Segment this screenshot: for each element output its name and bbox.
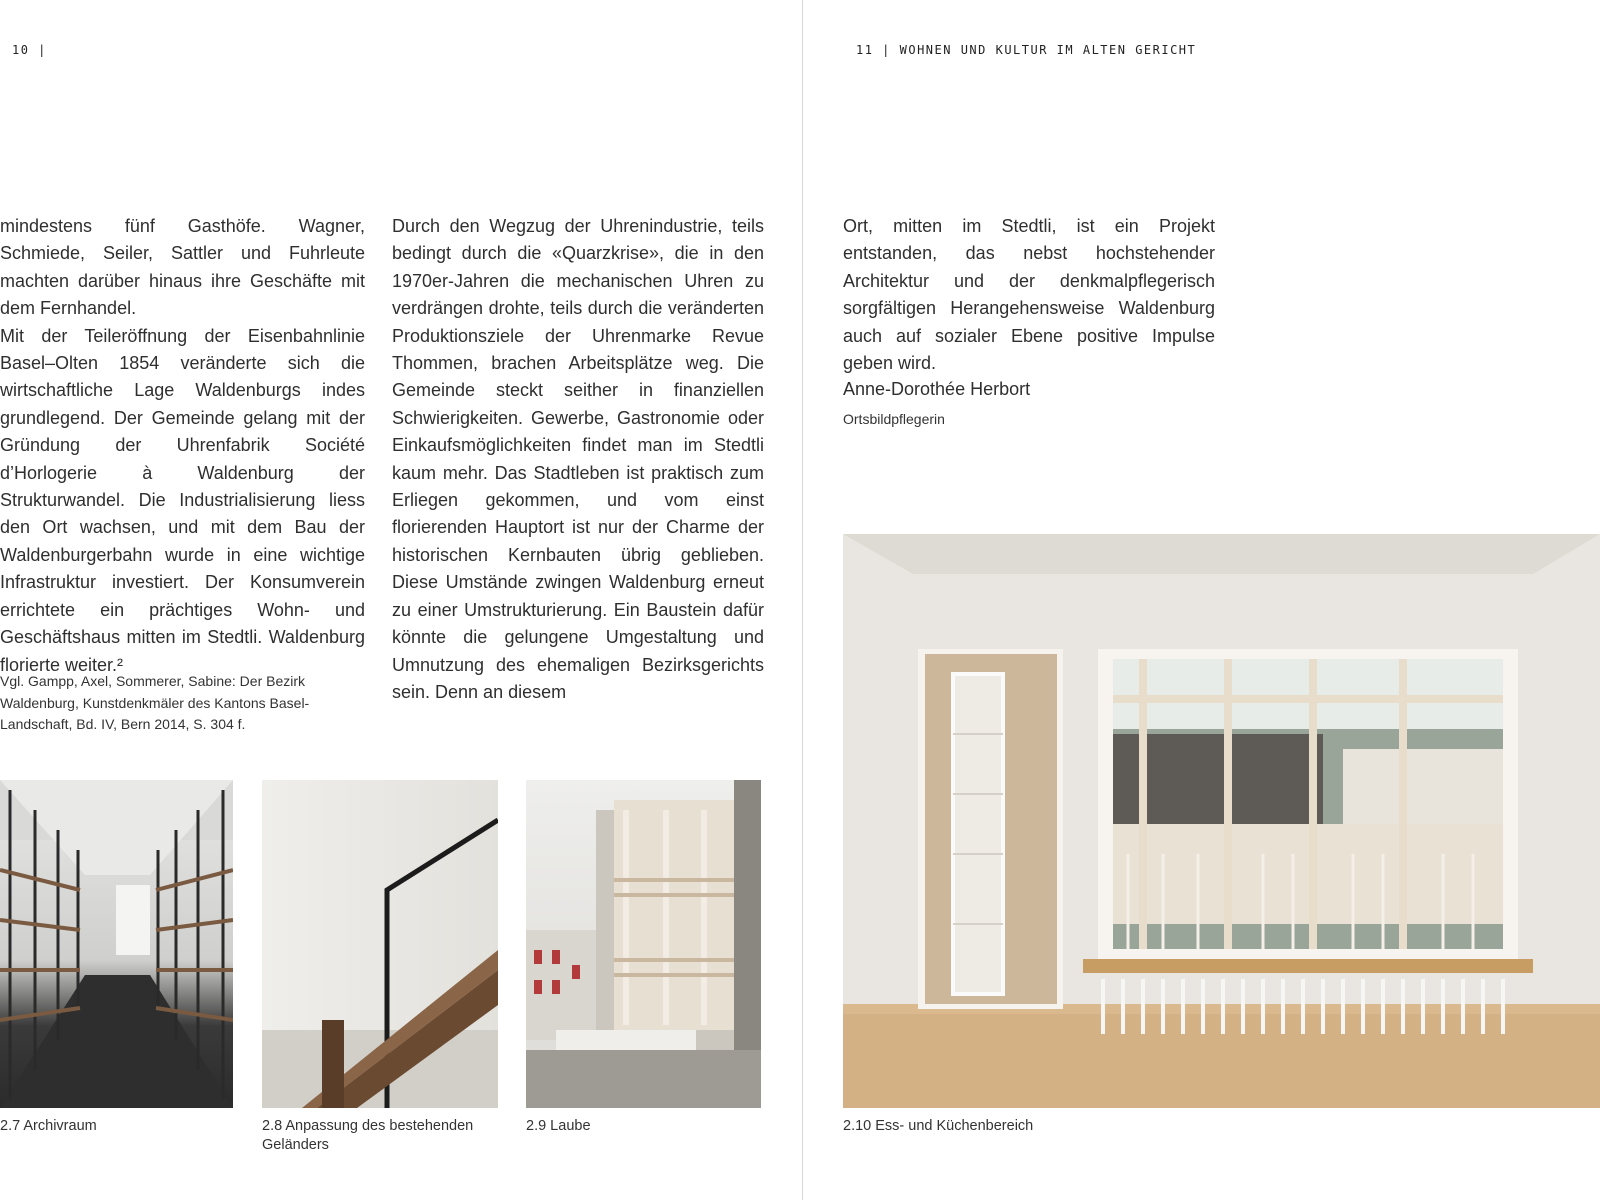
photo-railing (262, 780, 498, 1108)
text-column-1 (0, 213, 365, 679)
running-head-left: 10 | (12, 43, 47, 57)
page-gutter (802, 0, 803, 1200)
text-column-3 (843, 213, 1215, 377)
photo-laube (526, 780, 761, 1108)
railing-illustration (262, 780, 498, 1108)
caption-railing: 2.8 Anpassung des bestehenden Geländers (262, 1118, 474, 1153)
author-name: Anne-Dorothée Herbort (843, 379, 1031, 399)
photo-dining-kitchen (843, 534, 1600, 1108)
laube-illustration (526, 780, 761, 1108)
paragraph: Ort, mitten im Stedtli, ist ein Projekt entstanden, das nebst hochstehender Architektur und der denkmalpflegerisch sorgfältigen Herangehensweise Waldenburg auch auf sozialer Ebene positive Impulse geben wird. (843, 216, 1215, 374)
paragraph: mindestens fünf Gasthöfe. Wagner, Schmiede, Seiler, Sattler und Fuhrleute machten darüber hinaus ihre Geschäfte mit dem Fernhandel. (0, 216, 365, 319)
paragraph: Mit der Teileröffnung der Eisenbahnlinie Basel–Olten 1854 veränderte sich die wirtschaftliche Lage Waldenburgs indes grundlegend. Der Gemeinde gelang mit der Gründung der Uhrenfabrik Société d’Horlogerie à Waldenburg der Strukturwandel. Die Industrialisierung liess den Ort wachsen, und mit dem Bau der Waldenburgerbahn wurde in eine wichtige Infrastruktur investiert. Der Konsumverein errichtete ein prächtiges Wohn- und Geschäftshaus mitten im Stedtli. Waldenburg florierte weiter.² (0, 325, 365, 675)
caption-dining-kitchen: 2.10 Ess- und Küchenbereich (843, 1118, 1034, 1134)
running-head-right: 11 | WOHNEN UND KULTUR IM ALTEN GERICHT (856, 43, 1197, 57)
caption-archive: 2.7 Archivraum (0, 1118, 97, 1134)
caption-laube: 2.9 Laube (526, 1118, 591, 1134)
living-room-illustration (843, 534, 1600, 1108)
archive-illustration (0, 780, 233, 1108)
paragraph: Durch den Wegzug der Uhrenindustrie, teils bedingt durch die «Quarzkrise», die in den 1970er-Jahren die mechanischen Uhren zu verdrängen drohte, teils durch die veränderten Produktionsziele der Uhrenmarke Revue Thommen, brachen Arbeitsplätze weg. Die Gemeinde steckt seither in finanziellen Schwierigkeiten. Gewerbe, Gastronomie oder Einkaufsmöglichkeiten findet man im Stedtli kaum mehr. Das Stadtleben ist praktisch zum Erliegen gekommen, und vom einst florierenden Hauptort ist nur der Charme der historischen Kernbauten übrig geblieben. Diese Umstände zwingen Waldenburg erneut zu einer Umstrukturierung. Ein Baustein dafür könnte die gelungene Umgestaltung und Umnutzung des ehemaligen Bezirksgerichts sein. Denn an diesem (392, 216, 764, 702)
footnote: Vgl. Gampp, Axel, Sommerer, Sabine: Der Bezirk Waldenburg, Kunstdenkmäler des Kantons Basel-Landschaft, Bd. IV, Bern 2014, S. 304 f. (0, 673, 310, 732)
photo-archive-room (0, 780, 233, 1108)
text-column-2 (392, 213, 764, 706)
author-role: Ortsbildpflegerin (843, 411, 945, 427)
